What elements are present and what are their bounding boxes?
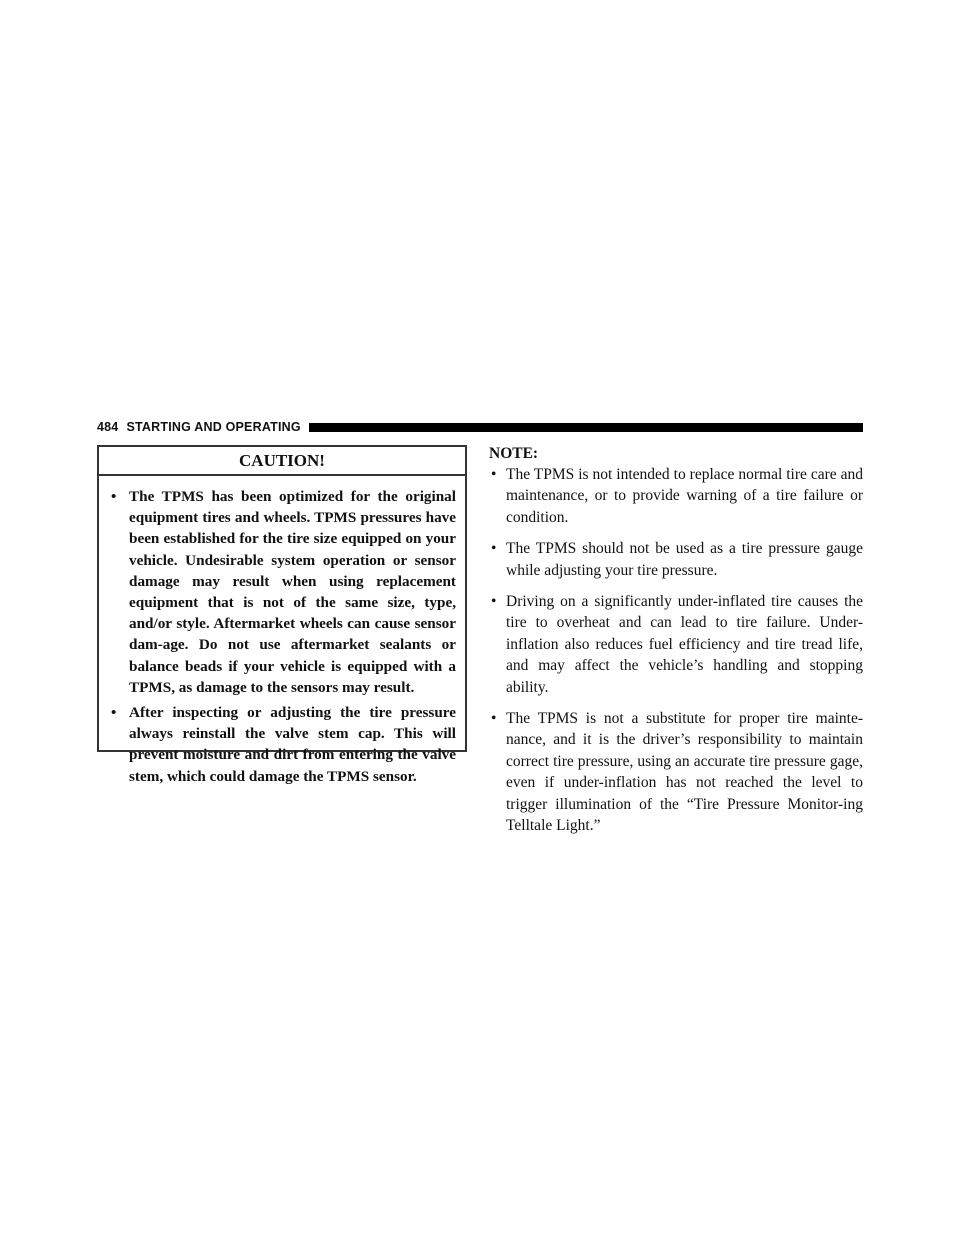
caution-item [109,486,456,698]
caution-item-text: After inspecting or adjusting the tire pressure always reinstall the valve stem cap. This will prevent moisture and dirt from entering the valve stem, which could damage the TPMS sensor. [129,704,456,785]
note-item-text: The TPMS is not a substitute for proper tire mainte-nance, and it is the driver’s responsibility to maintain correct tire pressure, using an accurate tire pressure gage, even if under-inflation has not reached the level to trigger illumination of the “Tire Pressure Monitor-ing Telltale Light.” [506,710,863,835]
bullet-icon: • [491,593,497,611]
note-item-text: Driving on a significantly under-inflated tire causes the tire to overheat and can lead to tire failure. Under-inflation also reduces fuel efficiency and tire tread life, and may affect the vehicle’s handling and stopping ability. [506,593,863,696]
section-title: STARTING AND OPERATING [126,420,301,434]
note-section [489,444,863,847]
bullet-icon: • [491,466,497,483]
note-item-text: The TPMS is not intended to replace normal tire care and maintenance, or to provide warning of a tire failure or condition. [506,466,863,526]
bullet-icon: • [491,710,497,728]
page-header [97,418,863,436]
note-item [489,538,863,581]
note-item-text: The TPMS should not be used as a tire pressure gauge while adjusting your tire pressure. [506,540,863,579]
caution-item [109,702,456,787]
bullet-icon: • [111,488,117,505]
note-item [489,464,863,528]
caution-list [99,476,465,787]
note-item [489,708,863,836]
bullet-icon: • [491,540,497,558]
header-rule [309,423,863,432]
note-label: NOTE: [489,445,539,462]
page-number: 484 [97,420,119,434]
caution-title: CAUTION! [99,447,465,476]
bullet-icon: • [111,704,117,722]
caution-item-text: The TPMS has been optimized for the original equipment tires and wheels. TPMS pressures have been established for the tire size equipped on your vehicle. Undesirable system operation or sensor damage may result when using replacement equipment that is not of the same size, type, and/or style. Aftermarket wheels can cause sensor dam-age. Do not use aftermarket sealants or balance beads if your vehicle is equipped with a TPMS, as damage to the sensors may result. [129,488,456,696]
note-item [489,591,863,698]
note-list [489,464,863,837]
caution-box [97,445,467,785]
